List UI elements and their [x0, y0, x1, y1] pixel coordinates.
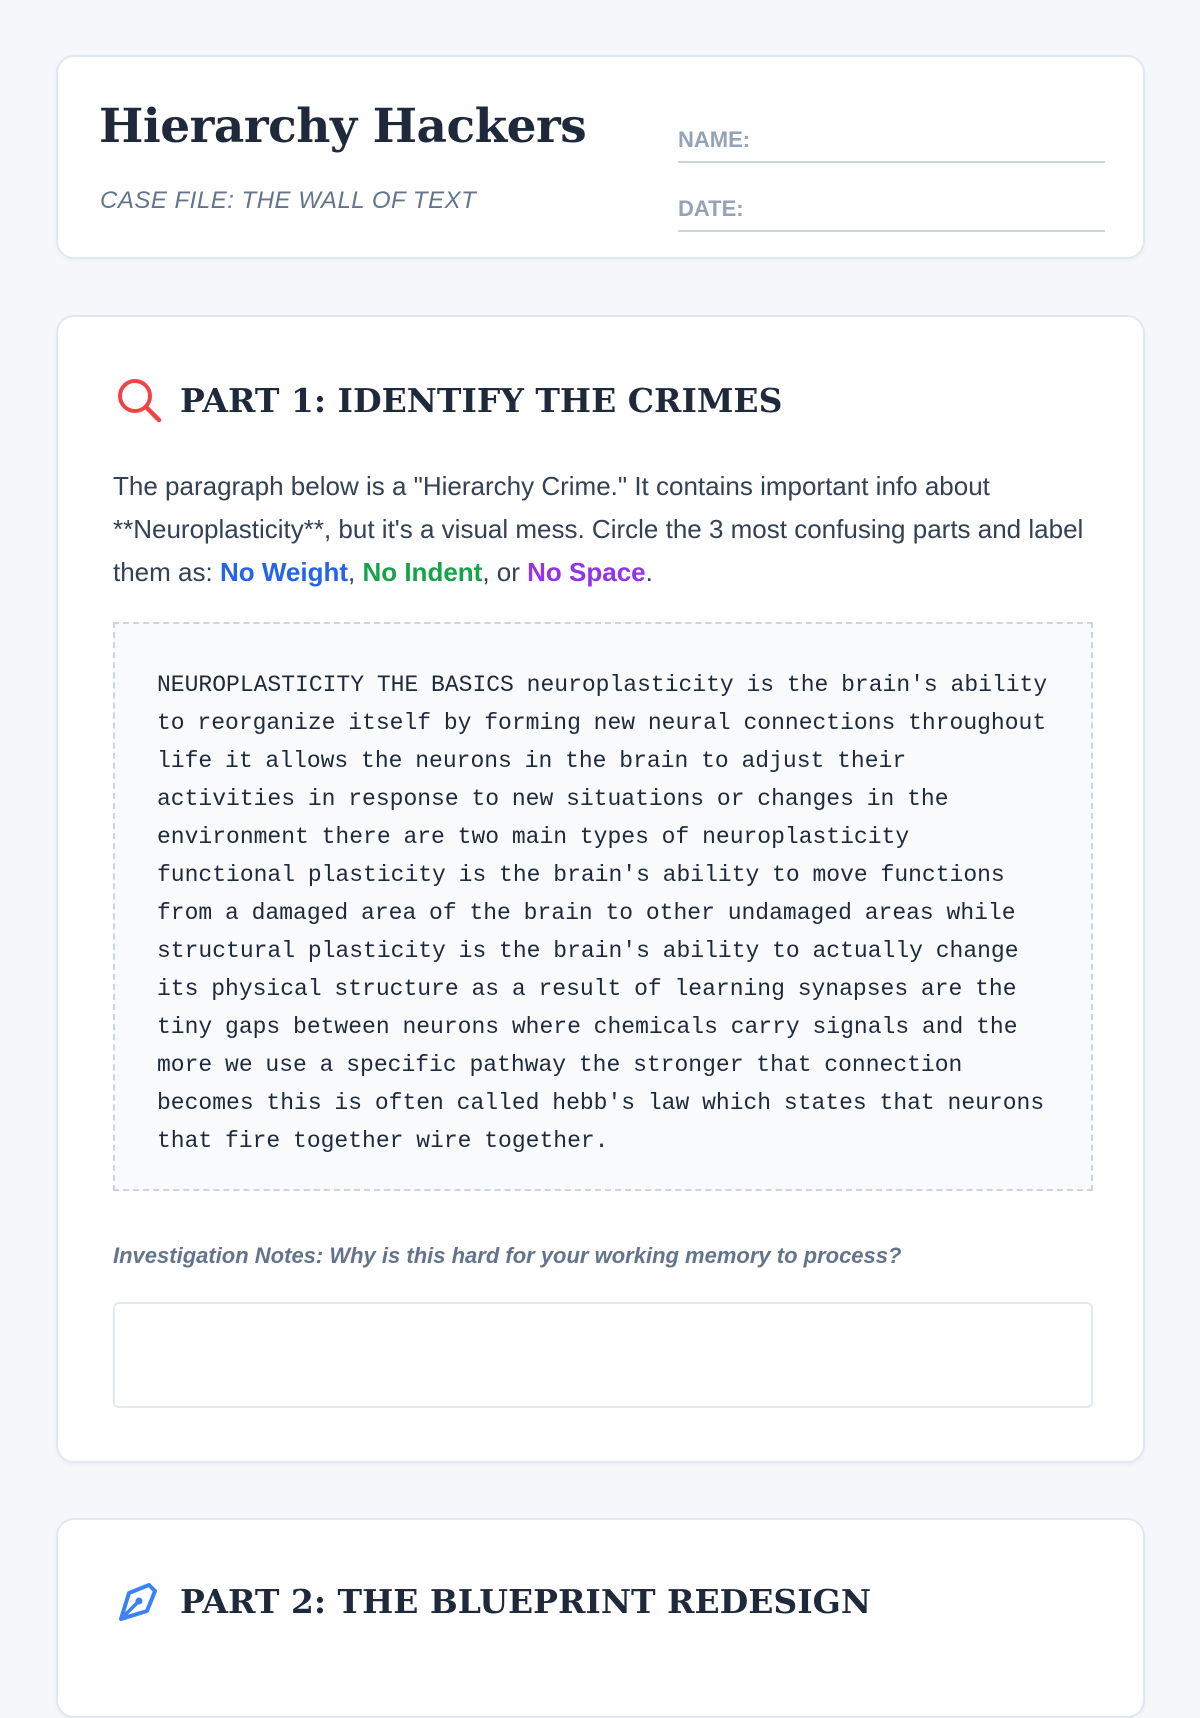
- separator-or: , or: [482, 557, 528, 587]
- investigation-notes-input[interactable]: [113, 1302, 1093, 1408]
- magnifying-glass-icon: [114, 375, 164, 425]
- name-label: NAME:: [678, 127, 751, 152]
- worksheet-header: [56, 55, 1145, 259]
- part1-section: [56, 315, 1145, 1463]
- worksheet-title: Hierarchy Hackers: [99, 99, 587, 154]
- label-no-weight: No Weight: [219, 557, 348, 587]
- date-label: DATE:: [678, 196, 744, 221]
- part1-heading: [114, 375, 782, 425]
- instructions-text: The paragraph below is a "Hierarchy Crime." It contains important info about **Neuroplasticity**, but it's a visual mess. Circle the 3 most confusing parts and label them as:: [113, 471, 1084, 587]
- part2-title: PART 2: THE BLUEPRINT REDESIGN: [180, 1581, 871, 1621]
- period: .: [645, 557, 653, 587]
- separator-comma: ,: [348, 557, 363, 587]
- wall-of-text-box: [113, 622, 1093, 1191]
- part2-heading: [114, 1576, 871, 1626]
- part1-instructions: [113, 465, 1088, 594]
- wall-of-text: NEUROPLASTICITY THE BASICS neuroplasticity is the brain's ability to reorganize itself by forming new neural connections throughout life it allows the neurons in the brain to adjust their activities in response to new situations or changes in the environment there are two main types of neuroplasticity functional plasticity is the brain's ability to move functions from a damaged area of the brain to other undamaged areas while structural plasticity is the brain's ability to actually change its physical structure as a result of learning synapses are the tiny gaps between neurons where chemicals carry signals and the more we use a specific pathway the stronger that connection becomes this is often called hebb's law which states that neurons that fire together wire together.: [157, 672, 1048, 1154]
- pen-nib-icon: [114, 1576, 164, 1626]
- case-file-subtitle: CASE FILE: THE WALL OF TEXT: [100, 187, 477, 214]
- label-no-space: No Space: [527, 557, 646, 587]
- part1-title: PART 1: IDENTIFY THE CRIMES: [180, 380, 783, 420]
- investigation-notes-label: Investigation Notes: Why is this hard for your working memory to process?: [113, 1243, 902, 1268]
- part2-section: [56, 1518, 1145, 1718]
- name-field[interactable]: [678, 129, 1105, 163]
- label-no-indent: No Indent: [362, 557, 483, 587]
- date-field[interactable]: [678, 198, 1105, 232]
